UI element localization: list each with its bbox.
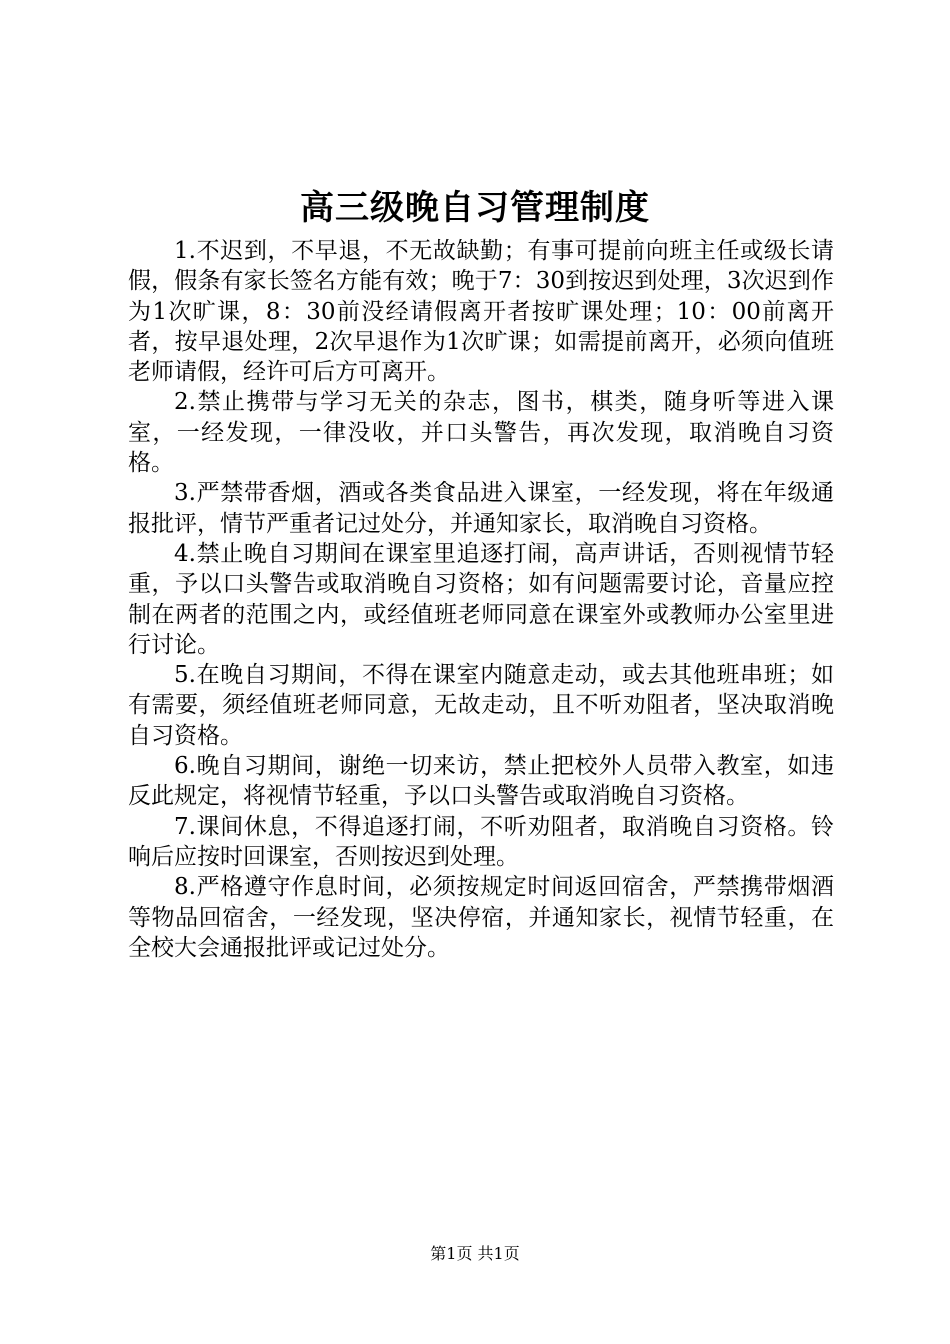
- rule-paragraph-5: 5.在晚自习期间，不得在课室内随意走动，或去其他班串班；如有需要，须经值班老师同意，无故走动，且不听劝阻者，坚决取消晚自习资格。: [128, 662, 834, 749]
- rule-paragraph-1: 1.不迟到，不早退，不无故缺勤；有事可提前向班主任或级长请假，假条有家长签名方能有效；晚于7：30到按迟到处理，3次迟到作为1次旷课，8：30前没经请假离开者按旷课处理；10：00前离开者，按早退处理，2次早退作为1次旷课；如需提前离开，必须向值班老师请假，经许可后方可离开。: [128, 238, 834, 386]
- rule-paragraph-8: 8.严格遵守作息时间，必须按规定时间返回宿舍，严禁携带烟酒等物品回宿舍，一经发现，坚决停宿，并通知家长，视情节轻重，在全校大会通报批评或记过处分。: [128, 874, 834, 961]
- document-body: [128, 236, 834, 963]
- rule-paragraph-4: 4.禁止晚自习期间在课室里追逐打闹，高声讲话，否则视情节轻重，予以口头警告或取消晚自习资格；如有问题需要讨论，音量应控制在两者的范围之内，或经值班老师同意在课室外或教师办公室里进行讨论。: [128, 540, 834, 658]
- document-title: 高三级晚自习管理制度: [300, 188, 650, 228]
- rule-paragraph-6: 6.晚自习期间，谢绝一切来访，禁止把校外人员带入教室，如违反此规定，将视情节轻重，予以口头警告或取消晚自习资格。: [128, 753, 834, 810]
- page-number-footer: 第1页 共1页: [430, 1244, 520, 1263]
- rule-paragraph-2: 2.禁止携带与学习无关的杂志，图书，棋类，随身听等进入课室，一经发现，一律没收，并口头警告，再次发现，取消晚自习资格。: [128, 389, 834, 477]
- rule-paragraph-3: 3.严禁带香烟，酒或各类食品进入课室，一经发现，将在年级通报批评，情节严重者记过处分，并通知家长，取消晚自习资格。: [128, 480, 834, 537]
- rule-paragraph-7: 7.课间休息，不得追逐打闹，不听劝阻者，取消晚自习资格。铃响后应按时回课室，否则按迟到处理。: [128, 813, 834, 870]
